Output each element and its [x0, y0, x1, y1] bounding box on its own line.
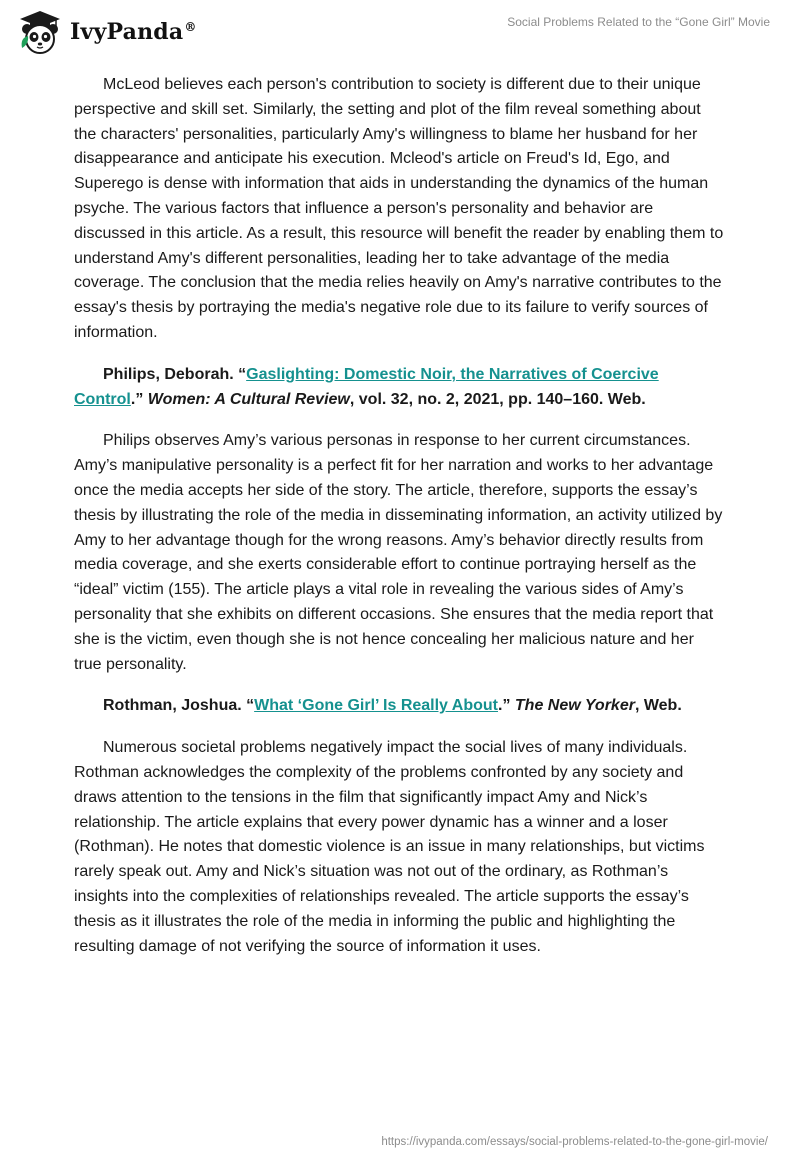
essay-body	[74, 73, 724, 976]
page-header	[0, 0, 800, 60]
citation-details: , Web.	[634, 697, 682, 715]
paragraph-rothman: Numerous societal problems negatively impact the social lives of many individuals. Rothman acknowledges the complexity of the problems confronted by any society and draws attention to the tensions in the film that significantly impact Amy and Nick’s relationship. The article explains that every power dynamic has a winner and a loser (Rothman). He notes that domestic violence is an issue in many relationships, but victims rarely speak out. Amy and Nick’s situation was not out of the ordinary, as Rothman’s insights into the complexities of relationships revealed. The article supports the essay’s thesis as it illustrates the role of the media in informing the public and highlighting the resulting damage of not verifying the source of information it uses.	[74, 739, 705, 955]
citation-author: Rothman, Joshua. “	[103, 697, 255, 715]
citation-link[interactable]: What ‘Gone Girl’ Is Really About	[254, 697, 499, 715]
citation-author: Philips, Deborah. “	[103, 365, 247, 383]
document-title: Social Problems Related to the “Gone Girl” Movie	[507, 15, 770, 29]
ivypanda-logo[interactable]	[16, 8, 197, 56]
registered-mark: ®	[184, 19, 197, 34]
citation-journal: Women: A Cultural Review	[147, 390, 350, 408]
citation-punct: .”	[498, 697, 515, 715]
paragraph-philips: Philips observes Amy’s various personas in response to her current circumstances. Amy’s manipulative personality is a perfect fit for her narration and works to her advantage once the media accepts her side of the story. The article, therefore, supports the essay’s thesis by illustrating the role of the media in disseminating information, an activity utilized by Amy to her advantage though for the wrong reasons. Amy’s behavior directly results from media coverage, and she exerts considerable effort to continue portraying herself as the “ideal” victim (155). The article plays a vital role in revealing the various sides of Amy’s personality that she exhibits on different occasions. She ensures that the media report that she is the victim, even though she is not hence concealing her malicious nature and her true personality.	[74, 432, 723, 673]
citation-link[interactable]: Gaslighting: Domestic Noir, the Narratives of Coercive Control	[74, 365, 659, 408]
citation-philips	[74, 363, 724, 413]
brand-name: IvyPanda®	[70, 19, 197, 45]
paragraph-mcleod: McLeod believes each person's contribution to society is different due to their unique perspective and skill set. Similarly, the setting and plot of the film reveal something about the characters' personalities, particularly Amy's willingness to blame her husband for her disappearance and anticipate his execution. Mcleod's article on Freud's Id, Ego, and Superego is dense with information that aids in understanding the dynamics of the human psyche. The various factors that influence a person's personality and behavior are discussed in this article. As a result, this resource will benefit the reader by enabling them to understand Amy's different personalities, leading her to take advantage of the media coverage. The conclusion that the media relies heavily on Amy's narrative contributes to the essay's thesis by portraying the media's negative role due to its failure to verify sources of information.	[74, 76, 724, 341]
citation-journal: The New Yorker	[514, 697, 635, 715]
citation-punct: .”	[130, 390, 148, 408]
panda-logo-icon	[16, 8, 64, 56]
source-url[interactable]: https://ivypanda.com/essays/social-problems-related-to-the-gone-girl-movie/	[381, 1136, 768, 1148]
citation-details: , vol. 32, no. 2, 2021, pp. 140–160. Web.	[349, 390, 646, 408]
citation-rothman	[74, 694, 724, 719]
